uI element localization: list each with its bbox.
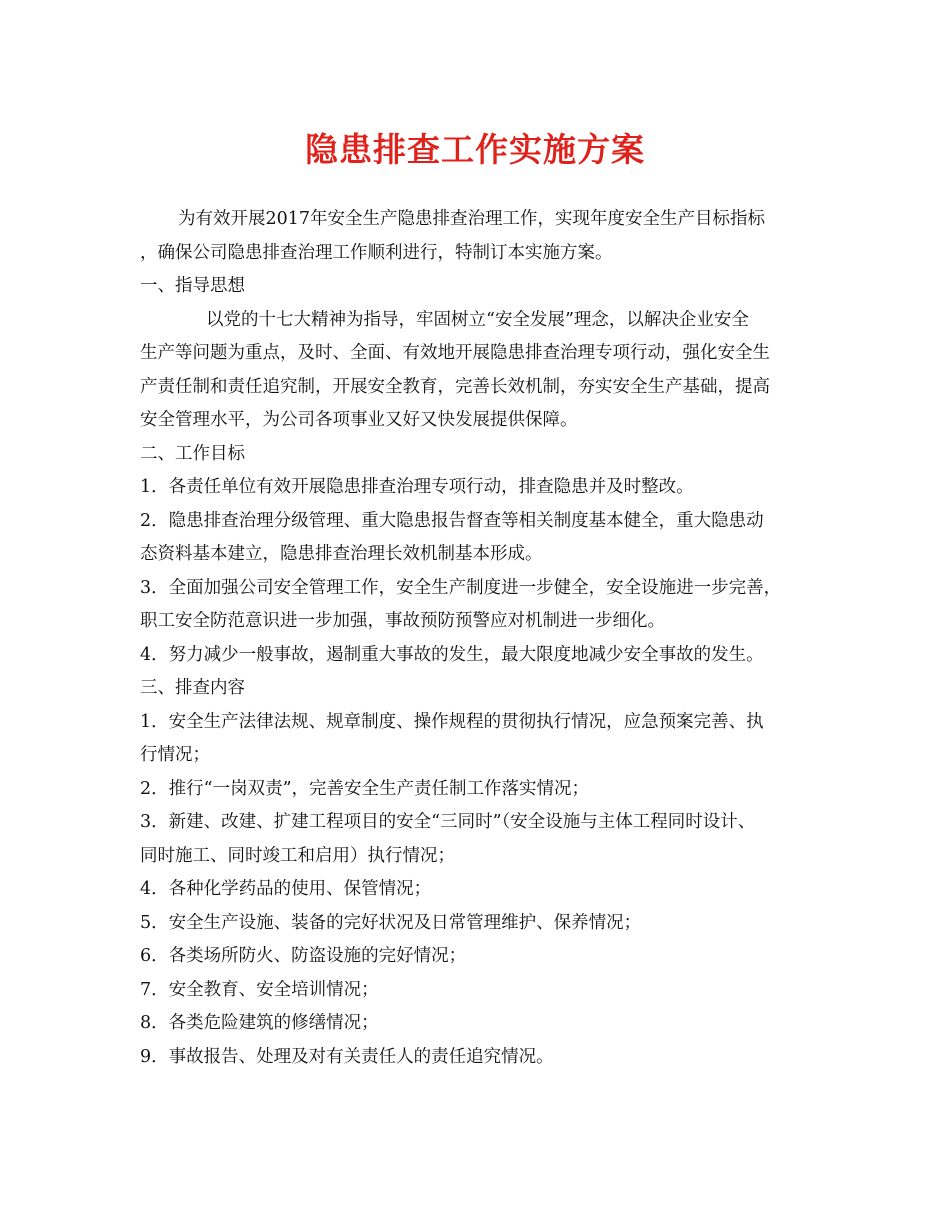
document-body [140,203,820,1074]
list-item: 7．安全教育、安全培训情况； [140,979,379,1000]
list-item: 2．推行“一岗双责”，完善安全生产责任制工作落实情况； [140,778,590,799]
list-item: 1．各责任单位有效开展隐患排查治理专项行动，排查隐患并及时整改。 [140,477,694,497]
list-item-continued: 态资料基本建立，隐患排查治理长效机制基本形成。 [140,544,543,564]
body-line: 产责任制和责任追究制，开展安全教育，完善长效机制，夯实安全生产基础，提高 [140,376,770,397]
body-line: 为有效开展2017年安全生产隐患排查治理工作，实现年度安全生产目标指标 [178,209,766,229]
list-item: 5．安全生产设施、装备的完好状况及日常管理维护、保养情况； [140,912,642,933]
list-item: 4．各种化学药品的使用、保管情况； [140,879,432,899]
body-line: 生产等问题为重点，及时、全面、有效地开展隐患排查治理专项行动，强化安全生 [140,343,770,363]
list-item-continued: 同时施工、同时竣工和启用）执行情况； [140,845,455,866]
document-title: 隐患排查工作实施方案 [305,130,645,169]
section-heading: 二、工作目标 [140,443,245,464]
list-item: 6．各类场所防火、防盗设施的完好情况； [140,946,467,966]
section-heading: 一、指导思想 [140,276,245,296]
body-line: ，确保公司隐患排查治理工作顺利进行，特制订本实施方案。 [140,242,613,263]
list-item: 1．安全生产法律法规、规章制度、操作规程的贯彻执行情况，应急预案完善、执 [140,711,764,732]
list-item: 8．各类危险建筑的修缮情况； [140,1013,379,1033]
list-item: 3．新建、改建、扩建工程项目的安全“三同时”（安全设施与主体工程同时设计、 [140,812,756,832]
list-item: 9．事故报告、处理及对有关责任人的责任追究情况。 [140,1046,554,1067]
list-item-continued: 职工安全防范意识进一步加强，事故预防预警应对机制进一步细化。 [140,611,665,631]
body-line: 以党的十七大精神为指导，牢固树立“安全发展”理念，以解决企业安全 [206,309,749,330]
list-item: 3．全面加强公司安全管理工作，安全生产制度进一步健全，安全设施进一步完善， [140,577,782,598]
section-heading: 三、排查内容 [140,678,245,698]
body-line: 安全管理水平，为公司各项事业又好又快发展提供保障。 [140,410,578,430]
list-item-continued: 行情况； [140,745,210,765]
list-item: 4．努力减少一般事故，遏制重大事故的发生，最大限度地减少安全事故的发生。 [140,644,764,665]
list-item: 2．隐患排查治理分级管理、重大隐患报告督查等相关制度基本健全，重大隐患动 [140,510,764,531]
